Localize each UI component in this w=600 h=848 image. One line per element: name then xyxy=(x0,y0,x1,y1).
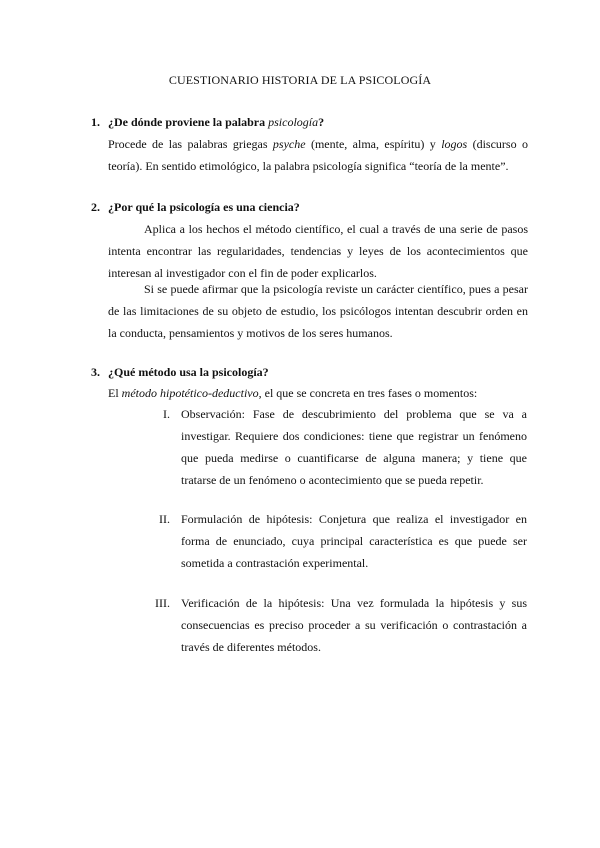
question-1-answer xyxy=(108,133,528,177)
question-2-heading xyxy=(91,196,531,218)
phase-3-numeral: III. xyxy=(155,596,170,610)
question-2-heading-text: ¿Por qué la psicología es una ciencia? xyxy=(108,200,300,214)
question-3-heading-text: ¿Qué método usa la psicología? xyxy=(108,365,269,379)
question-1-heading-term: psicología xyxy=(268,115,319,129)
answer-1-part3: (discurso o teoría). En sentido etimológico, la palabra psicología significa “teoría de la mente”. xyxy=(108,137,528,173)
question-1-number: 1. xyxy=(91,115,100,129)
question-1-heading-suffix: ? xyxy=(318,115,325,129)
phase-2-numeral: II. xyxy=(159,512,170,526)
question-2-paragraph-1: Aplica a los hechos el método científico, el cual a través de una serie de pasos intenta encontrar las regularidades, tendencias y leyes de los acontecimientos que interesan al investigador con el fin de poder explicarlos. xyxy=(108,222,528,280)
phase-3-text: Verificación de la hipótesis: Una vez formulada la hipótesis y sus consecuencias es preciso proceder a su verificación o contrastación a través de diferentes métodos. xyxy=(181,596,527,654)
question-2-paragraph-2: Si se puede afirmar que la psicología reviste un carácter científico, pues a pesar de las limitaciones de su objeto de estudio, los psicólogos intentan descubrir orden en la conducta, pensamientos y motivos de los seres humanos. xyxy=(108,282,528,340)
intro-method-term: método hipotético-deductivo xyxy=(121,386,259,400)
question-1-heading xyxy=(91,111,531,133)
intro-part2: , el que se concreta en tres fases o momentos: xyxy=(258,386,478,400)
answer-1-part1: Procede de las palabras griegas xyxy=(108,137,273,151)
phase-1-numeral: I. xyxy=(163,407,170,421)
question-2-number: 2. xyxy=(91,200,100,214)
question-3-heading xyxy=(91,361,531,383)
answer-1-term-logos: logos xyxy=(441,137,468,151)
question-3-intro xyxy=(108,382,528,404)
question-3-number: 3. xyxy=(91,365,100,379)
phase-2-text: Formulación de hipótesis: Conjetura que realiza el investigador en forma de enunciado, cuya principal característica es que puede ser sometida a contrastación experimental. xyxy=(181,512,527,570)
answer-1-part2: (mente, alma, espíritu) y xyxy=(305,137,442,151)
answer-1-term-psyche: psyche xyxy=(272,137,306,151)
document-title: CUESTIONARIO HISTORIA DE LA PSICOLOGÍA xyxy=(168,73,432,87)
question-1-heading-prefix: ¿De dónde proviene la palabra xyxy=(108,115,269,129)
phase-1-text: Observación: Fase de descubrimiento del problema que se va a investigar. Requiere dos condiciones: tiene que registrar un fenómeno que pueda medirse o cuantificarse de alguna manera; y tiene que tratarse de un fenómeno o acontecimiento que se pueda repetir. xyxy=(181,407,527,487)
intro-part1: El xyxy=(108,386,122,400)
